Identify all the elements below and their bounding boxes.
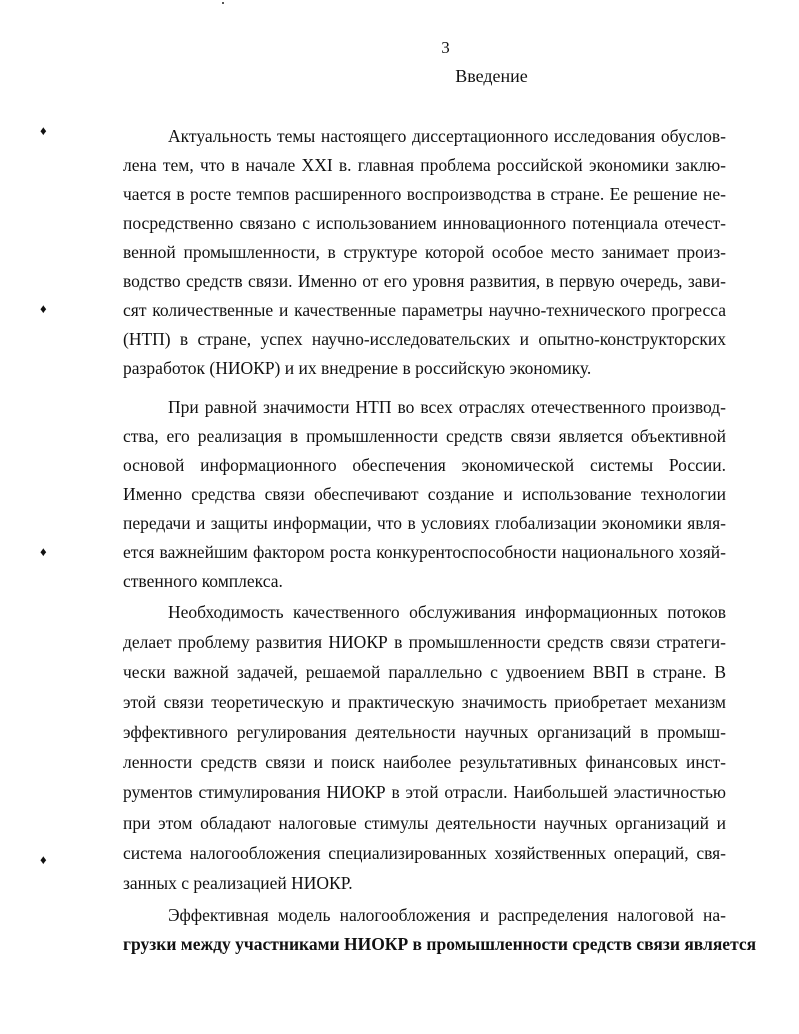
margin-mark-icon: ♦ <box>40 852 47 867</box>
text-line: лена тем, что в начале XXI в. главная проблема российской экономики заклю- <box>123 155 726 175</box>
text-line: чески важной задачей, решаемой параллельно с удвоением ВВП в стране. В <box>123 662 726 682</box>
text-line: Эффективная модель налогообложения и распределения налоговой на- <box>168 905 726 925</box>
text-line: разработок (НИОКР) и их внедрение в российскую экономику. <box>123 358 592 378</box>
text-line: (НТП) в стране, успех научно-исследовательских и опытно-конструкторских <box>123 329 726 349</box>
text-line: сят количественные и качественные параметры научно-технического прогресса <box>123 300 726 320</box>
text-line: делает проблему развития НИОКР в промышленности средств связи стратеги- <box>123 632 726 652</box>
text-line: передачи и защиты информации, что в условиях глобализации экономики явля- <box>123 513 726 533</box>
text-line: Актуальность темы настоящего диссертационного исследования обуслов- <box>168 126 726 146</box>
text-line: ства, его реализация в промышленности средств связи является объективной <box>123 426 726 446</box>
text-line: рументов стимулирования НИОКР в этой отрасли. Наибольшей эластичностью <box>123 782 726 802</box>
text-line: чается в росте темпов расширенного воспроизводства в стране. Ее решение не- <box>123 184 726 204</box>
text-line: венной промышленности, в структуре которой особое место занимает произ- <box>123 242 726 262</box>
page-number: 3 <box>441 38 450 57</box>
scan-speck <box>222 2 224 4</box>
text-line: водство средств связи. Именно от его уровня развития, в первую очередь, зави- <box>123 271 726 291</box>
text-line: ленности средств связи и поиск наиболее результативных финансовых инст- <box>123 752 726 772</box>
text-line: эффективного регулирования деятельности научных организаций в промыш- <box>123 722 726 742</box>
text-line: этой связи теоретическую и практическую значимость приобретает механизм <box>123 692 726 712</box>
section-heading: Введение <box>455 66 528 86</box>
text-line: ственного комплекса. <box>123 571 283 591</box>
margin-mark-icon: ♦ <box>40 544 47 559</box>
text-line: посредственно связано с использованием инновационного потенциала отечест- <box>123 213 726 233</box>
margin-mark-icon: ♦ <box>40 301 47 316</box>
text-line: ется важнейшим фактором роста конкурентоспособности национального хозяй- <box>123 542 726 562</box>
text-line: основой информационного обеспечения экономической системы России. <box>123 455 726 475</box>
margin-mark-icon: ♦ <box>40 123 47 138</box>
text-line: при этом обладают налоговые стимулы деятельности научных организаций и <box>123 813 726 833</box>
text-line: занных с реализацией НИОКР. <box>123 873 353 893</box>
text-line: грузки между участниками НИОКР в промышленности средств связи является <box>123 934 757 954</box>
text-line: Необходимость качественного обслуживания информационных потоков <box>168 602 726 622</box>
text-line: При равной значимости НТП во всех отраслях отечественного производ- <box>168 397 726 417</box>
text-line: система налогообложения специализированных хозяйственных операций, свя- <box>123 843 726 863</box>
text-line: Именно средства связи обеспечивают создание и использование технологии <box>123 484 726 504</box>
